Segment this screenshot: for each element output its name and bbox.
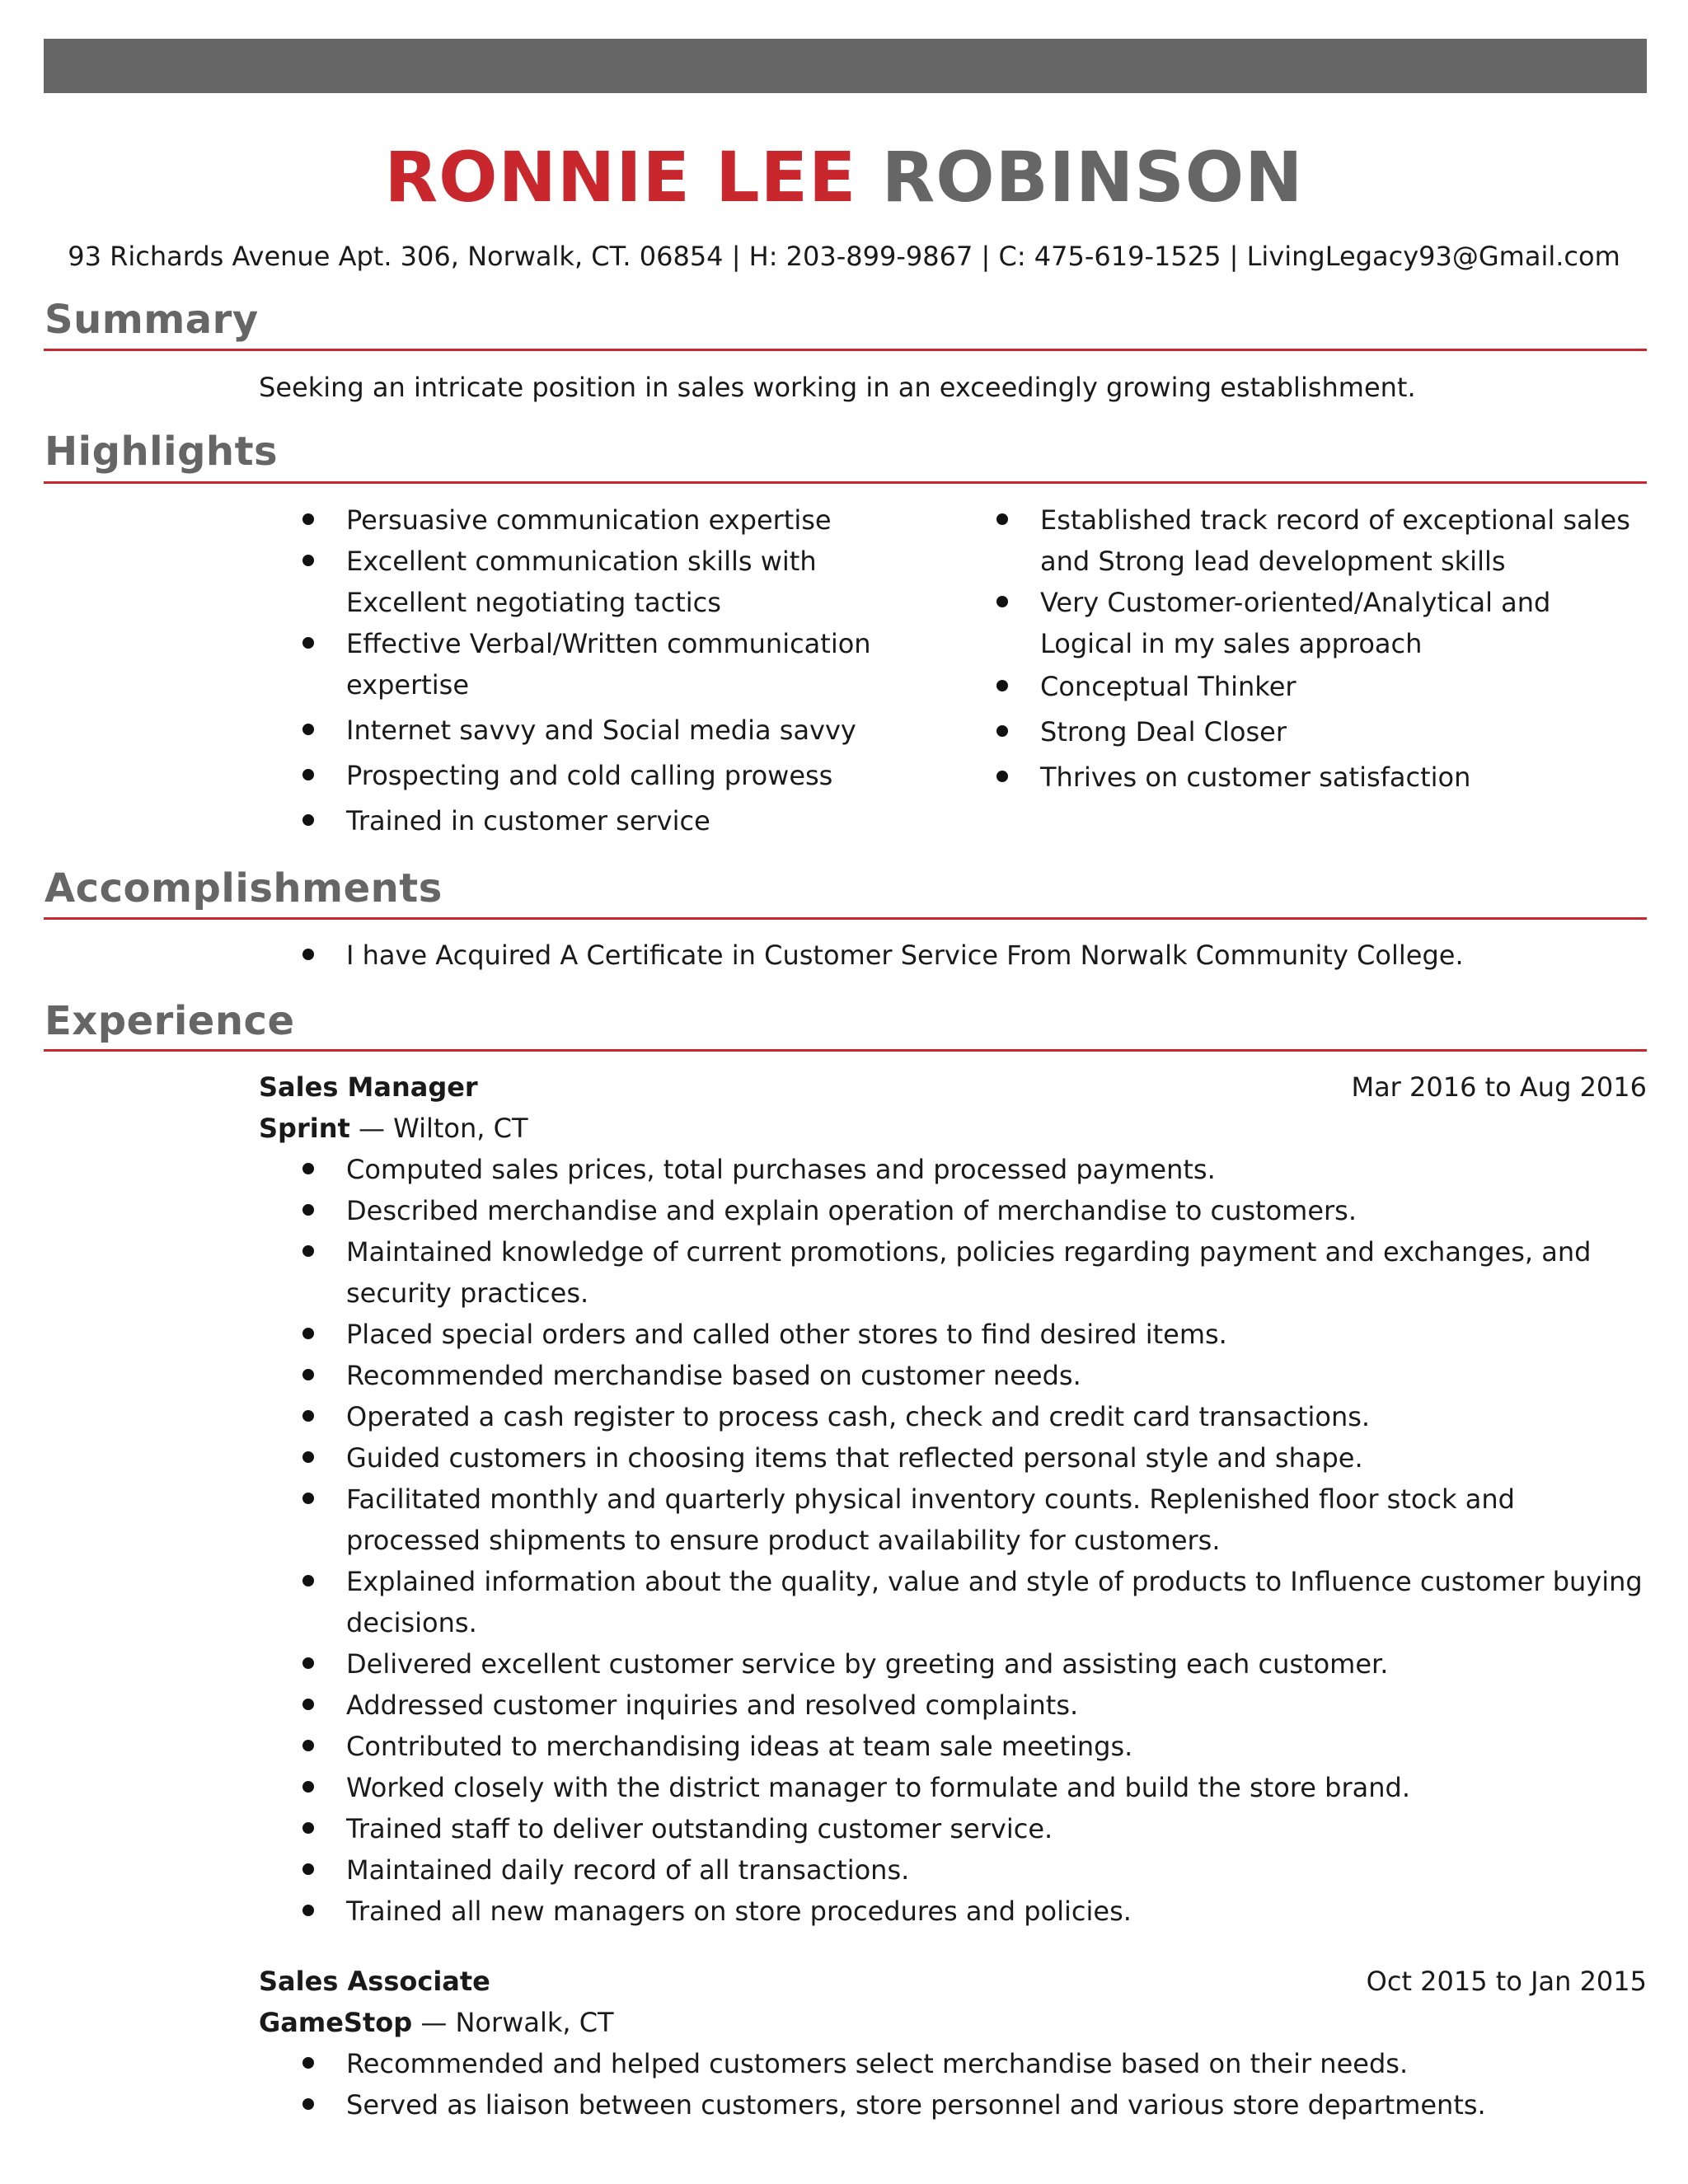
bullet-icon — [302, 1410, 314, 1422]
list-item — [346, 1808, 1648, 1849]
list-item-text: Recommended and helped customers select merchandise based on their needs. — [346, 2048, 1409, 2079]
list-item — [1040, 582, 1650, 664]
job-company-line — [259, 2002, 614, 2043]
bullet-icon — [996, 725, 1008, 737]
company-location: — Wilton, CT — [349, 1113, 528, 1144]
candidate-name — [0, 132, 1688, 223]
bullet-icon — [302, 1657, 314, 1669]
job-header — [259, 1066, 1647, 1108]
list-item-text: Trained staff to deliver outstanding customer service. — [346, 1813, 1053, 1844]
contact-line: 93 Richards Avenue Apt. 306, Norwalk, CT. 06854 | H: 203-899-9867 | C: 475-619-1525 | LivingLegacy93@Gmail.com — [68, 241, 1620, 272]
list-item-text: Explained information about the quality, value and style of products to Influence customer buying decisions. — [346, 1566, 1643, 1638]
list-item — [346, 1231, 1648, 1314]
list-item-text: Placed special orders and called other stores to find desired items. — [346, 1319, 1227, 1350]
job-duties-list — [346, 2043, 1648, 2125]
summary-rule — [44, 349, 1647, 351]
list-item — [346, 1849, 1648, 1891]
bullet-icon — [302, 1493, 314, 1504]
list-item-text: Delivered excellent customer service by greeting and assisting each customer. — [346, 1648, 1389, 1680]
bullet-icon — [302, 1328, 314, 1339]
list-item — [346, 935, 1648, 976]
list-item — [346, 1314, 1648, 1355]
list-item-text: Guided customers in choosing items that reflected personal style and shape. — [346, 1442, 1363, 1474]
summary-heading: Summary — [45, 297, 259, 343]
list-item — [346, 1891, 1648, 1932]
list-item — [1040, 711, 1650, 752]
accomplishments-list — [346, 935, 1648, 976]
list-item — [346, 541, 940, 623]
highlights-heading: Highlights — [45, 429, 279, 475]
list-item — [346, 2084, 1648, 2125]
list-item-text: Excellent communication skills with Excellent negotiating tactics — [346, 546, 817, 618]
list-item — [346, 2043, 1648, 2084]
bullet-icon — [302, 1863, 314, 1875]
highlights-right-list — [1040, 499, 1650, 798]
bullet-icon — [302, 1575, 314, 1586]
bullet-icon — [302, 814, 314, 826]
list-item-text: Computed sales prices, total purchases and processed payments. — [346, 1154, 1216, 1185]
list-item-text: Described merchandise and explain operation of merchandise to customers. — [346, 1195, 1357, 1226]
bullet-icon — [302, 555, 314, 566]
accomplishments-heading: Accomplishments — [45, 865, 443, 912]
list-item-text: Worked closely with the district manager to formulate and build the store brand. — [346, 1772, 1410, 1803]
list-item-text: Established track record of exceptional sales and Strong lead development skills — [1040, 504, 1630, 577]
bullet-icon — [302, 2098, 314, 2110]
job-dates: Mar 2016 to Aug 2016 — [1351, 1071, 1647, 1103]
list-item-text: Conceptual Thinker — [1040, 671, 1296, 702]
bullet-icon — [996, 596, 1008, 607]
bullet-icon — [302, 1163, 314, 1174]
list-item — [346, 1561, 1648, 1643]
company-location: — Norwalk, CT — [412, 2007, 614, 2038]
list-item — [346, 1190, 1648, 1231]
list-item — [1040, 757, 1650, 798]
bullet-icon — [302, 2057, 314, 2069]
list-item — [346, 1396, 1648, 1437]
highlights-rule — [44, 481, 1647, 484]
list-item-text: Contributed to merchandising ideas at team sale meetings. — [346, 1731, 1133, 1762]
job-dates: Oct 2015 to Jan 2015 — [1366, 1966, 1647, 1997]
list-item — [346, 1437, 1648, 1479]
list-item-text: Served as liaison between customers, store personnel and various store departments. — [346, 2089, 1486, 2121]
bullet-icon — [302, 724, 314, 735]
accomplishments-rule — [44, 917, 1647, 920]
last-name: ROBINSON — [881, 137, 1304, 218]
list-item — [346, 1479, 1648, 1561]
list-item-text: I have Acquired A Certificate in Customer Service From Norwalk Community College. — [346, 940, 1464, 971]
list-item-text: Prospecting and cold calling prowess — [346, 760, 833, 791]
bullet-icon — [302, 637, 314, 649]
first-name: RONNIE LEE — [384, 137, 857, 218]
job-duties-list — [346, 1149, 1648, 1932]
job-title: Sales Manager — [259, 1071, 478, 1103]
job-title: Sales Associate — [259, 1966, 490, 1997]
job-company-line — [259, 1108, 528, 1149]
list-item — [346, 1149, 1648, 1190]
bullet-icon — [302, 1905, 314, 1916]
list-item — [346, 499, 940, 541]
company-name: GameStop — [259, 2007, 413, 2038]
list-item-text: Strong Deal Closer — [1040, 716, 1287, 748]
bullet-icon — [302, 1204, 314, 1216]
list-item — [346, 1685, 1648, 1726]
list-item-text: Addressed customer inquiries and resolved complaints. — [346, 1690, 1079, 1721]
summary-text: Seeking an intricate position in sales working in an exceedingly growing establishment. — [259, 372, 1416, 403]
list-item-text: Persuasive communication expertise — [346, 504, 832, 536]
bullet-icon — [302, 1781, 314, 1793]
job-header — [259, 1961, 1647, 2002]
list-item — [1040, 499, 1650, 582]
bullet-icon — [302, 1451, 314, 1463]
list-item-text: Facilitated monthly and quarterly physical inventory counts. Replenished floor stock and processed shipments to ensure product availability for customers. — [346, 1483, 1515, 1556]
list-item-text: Trained in customer service — [346, 805, 710, 837]
list-item-text: Operated a cash register to process cash, check and credit card transactions. — [346, 1401, 1371, 1432]
list-item-text: Recommended merchandise based on customer needs. — [346, 1360, 1081, 1391]
bullet-icon — [302, 949, 314, 960]
bullet-icon — [302, 1699, 314, 1710]
list-item-text: Maintained daily record of all transactions. — [346, 1854, 910, 1886]
header-bar — [44, 39, 1647, 93]
bullet-icon — [302, 1245, 314, 1257]
list-item — [346, 1355, 1648, 1396]
experience-heading: Experience — [45, 998, 295, 1044]
list-item — [346, 1643, 1648, 1685]
list-item — [346, 1726, 1648, 1767]
list-item-text: Internet savvy and Social media savvy — [346, 715, 856, 746]
list-item — [1040, 666, 1650, 707]
company-name: Sprint — [259, 1113, 350, 1144]
list-item — [346, 800, 940, 841]
bullet-icon — [302, 1369, 314, 1380]
list-item — [346, 623, 940, 705]
list-item — [346, 755, 940, 796]
list-item-text: Thrives on customer satisfaction — [1040, 762, 1471, 793]
bullet-icon — [996, 771, 1008, 782]
list-item-text: Trained all new managers on store procedures and policies. — [346, 1896, 1132, 1927]
list-item-text: Maintained knowledge of current promotions, policies regarding payment and exchanges, and security practices. — [346, 1236, 1592, 1309]
highlights-left-list — [346, 499, 940, 841]
bullet-icon — [302, 513, 314, 525]
list-item-text: Very Customer-oriented/Analytical and Logical in my sales approach — [1040, 587, 1551, 659]
bullet-icon — [302, 769, 314, 780]
bullet-icon — [302, 1822, 314, 1834]
bullet-icon — [996, 680, 1008, 691]
list-item — [346, 1767, 1648, 1808]
bullet-icon — [302, 1740, 314, 1751]
list-item — [346, 710, 940, 751]
bullet-icon — [996, 513, 1008, 525]
experience-rule — [44, 1049, 1647, 1052]
list-item-text: Effective Verbal/Written communication expertise — [346, 628, 871, 701]
